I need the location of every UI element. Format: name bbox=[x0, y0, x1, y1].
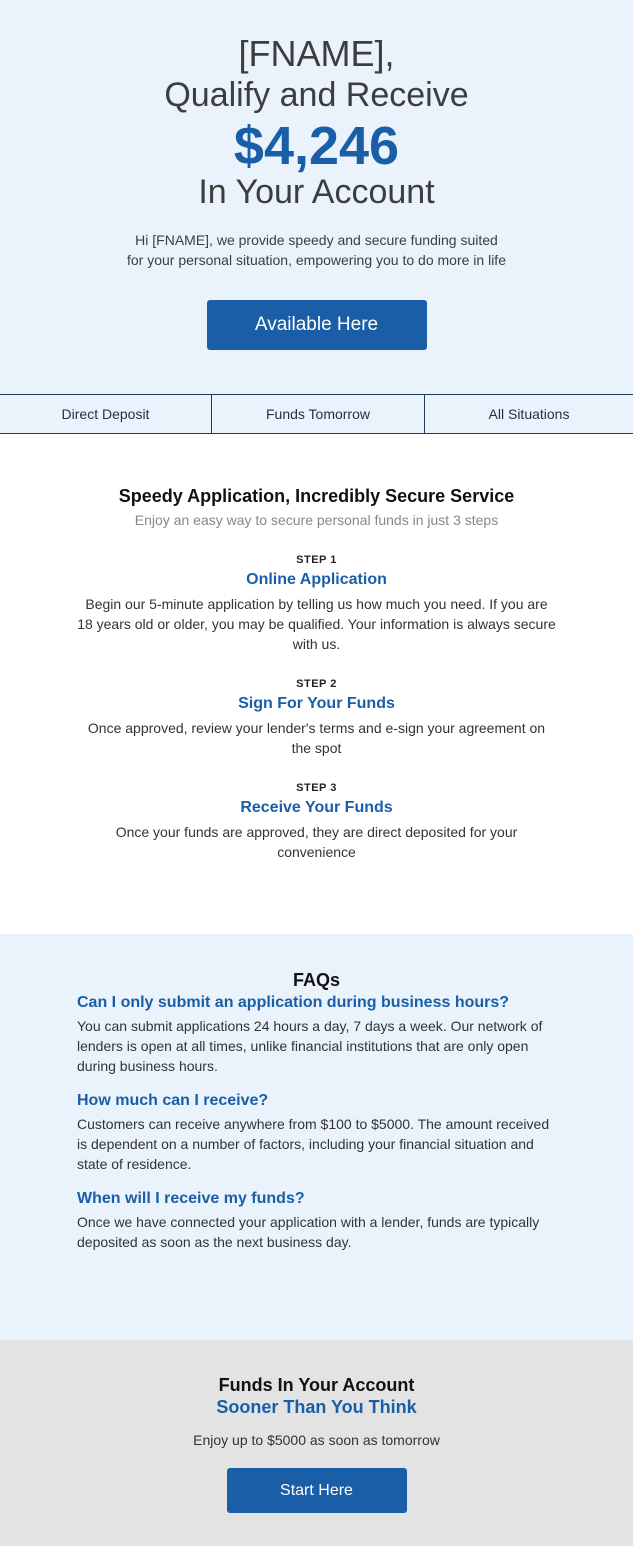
hero-description bbox=[0, 230, 633, 270]
feature-direct-deposit: Direct Deposit bbox=[61, 406, 150, 422]
hero-section bbox=[0, 0, 633, 394]
start-here-button[interactable]: Start Here bbox=[227, 1468, 407, 1513]
faqs-section bbox=[0, 934, 633, 1340]
step-3 bbox=[0, 780, 633, 862]
step-title: Online Application bbox=[246, 571, 387, 588]
hero-greeting: [FNAME], bbox=[238, 33, 395, 74]
faq-answer: Once we have connected your application with a lender, funds are typically deposited as soon as the next business day. bbox=[77, 1214, 540, 1250]
footer-description: Enjoy up to $5000 as soon as tomorrow bbox=[193, 1432, 440, 1448]
feature-all-situations: All Situations bbox=[424, 395, 633, 433]
footer-cta-section bbox=[0, 1340, 633, 1546]
hero-description-line1: Hi [FNAME], we provide speedy and secure funding suited bbox=[135, 232, 498, 248]
step-1 bbox=[0, 552, 633, 654]
features-bar bbox=[0, 394, 633, 434]
faq-item bbox=[77, 992, 557, 1076]
step-title: Sign For Your Funds bbox=[238, 695, 395, 712]
faq-answer: You can submit applications 24 hours a day, 7 days a week. Our network of lenders is open at all times, unlike financial institutions that are only open during business hours. bbox=[77, 1018, 543, 1074]
step-text: Once your funds are approved, they are direct deposited for your convenience bbox=[115, 824, 518, 860]
step-text: Begin our 5-minute application by telling us how much you need. If you are 18 years old or older, you may be qualified. Your information is always secure with us. bbox=[77, 596, 556, 652]
step-text: Once approved, review your lender's terms and e-sign your agreement on the spot bbox=[87, 720, 546, 756]
step-label: STEP 1 bbox=[296, 554, 337, 566]
feature-funds-tomorrow: Funds Tomorrow bbox=[211, 395, 424, 433]
footer-subtitle: Sooner Than You Think bbox=[216, 1397, 417, 1417]
faq-item bbox=[77, 1090, 557, 1174]
faq-item bbox=[77, 1188, 557, 1252]
faqs-title: FAQs bbox=[292, 970, 340, 990]
hero-description-line2: for your personal situation, empowering you to do more in life bbox=[127, 252, 506, 268]
step-label: STEP 3 bbox=[296, 782, 337, 794]
faq-question: How much can I receive? bbox=[77, 1092, 269, 1109]
hero-amount: $4,246 bbox=[233, 116, 400, 176]
step-2 bbox=[0, 676, 633, 758]
faq-question: Can I only submit an application during business hours? bbox=[77, 994, 510, 1011]
available-here-button[interactable]: Available Here bbox=[207, 300, 427, 350]
steps-title: Speedy Application, Incredibly Secure Service bbox=[118, 486, 515, 506]
step-label: STEP 2 bbox=[296, 678, 337, 690]
footer-title: Funds In Your Account bbox=[218, 1375, 415, 1395]
hero-headline: Qualify and Receive bbox=[164, 76, 469, 114]
steps-section bbox=[0, 434, 633, 934]
faq-question: When will I receive my funds? bbox=[77, 1190, 305, 1207]
faq-answer: Customers can receive anywhere from $100 to $5000. The amount received is dependent on a number of factors, including your financial situation and state of residence. bbox=[77, 1116, 550, 1172]
hero-subheadline: In Your Account bbox=[198, 173, 435, 211]
steps-subtitle: Enjoy an easy way to secure personal funds in just 3 steps bbox=[134, 512, 499, 528]
step-title: Receive Your Funds bbox=[240, 799, 393, 816]
